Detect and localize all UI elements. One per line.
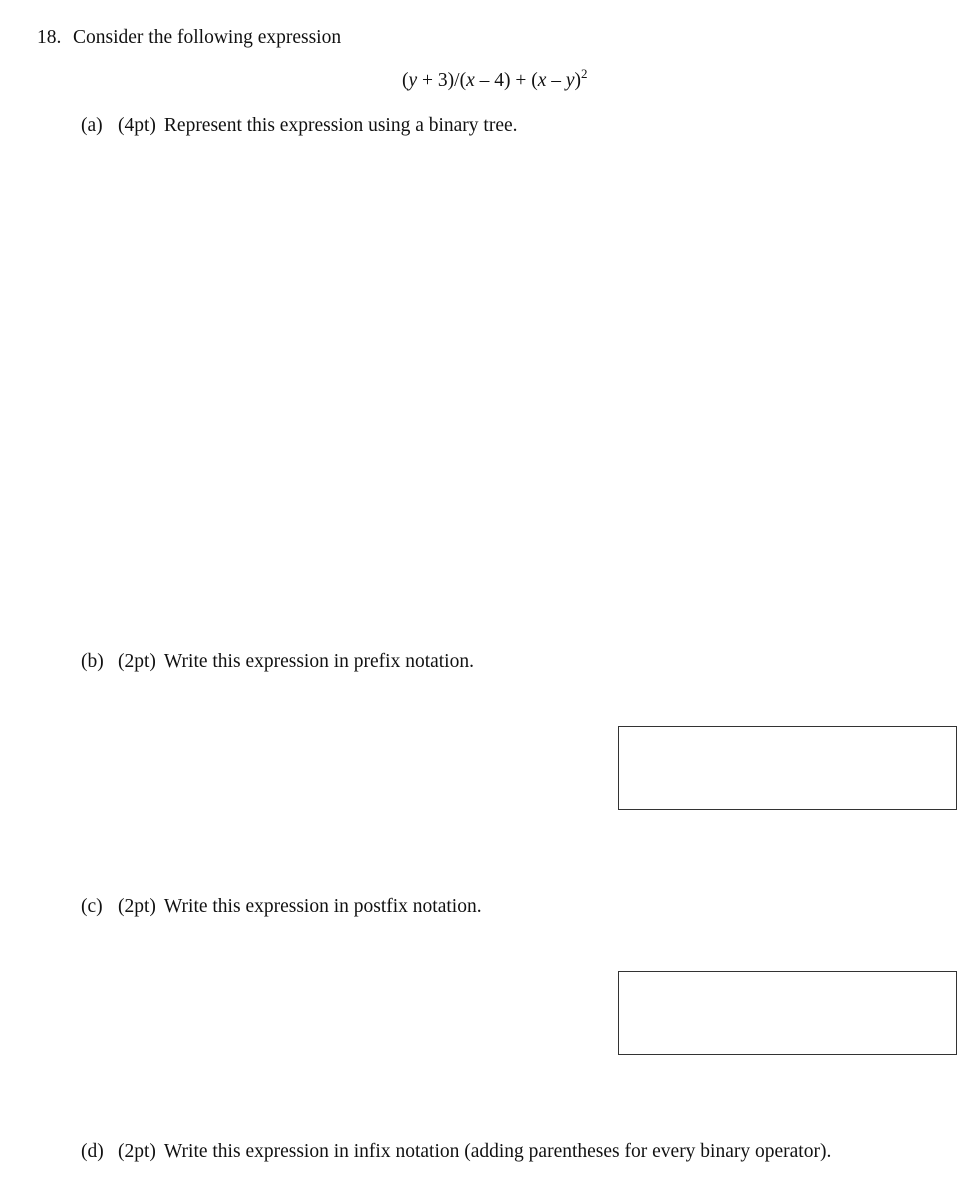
expr-open-paren: ( bbox=[402, 70, 409, 91]
expr-var-y: y bbox=[408, 70, 418, 91]
math-expression bbox=[402, 66, 588, 92]
part-points: (2pt) bbox=[118, 1141, 156, 1162]
expr-var-x: x bbox=[537, 70, 547, 91]
question-number: 18. bbox=[37, 27, 62, 48]
expr-var-y: y bbox=[565, 70, 575, 91]
part-label: (d) bbox=[81, 1141, 104, 1162]
part-prompt: Write this expression in prefix notation. bbox=[163, 651, 474, 672]
part-prompt: Represent this expression using a binary tree. bbox=[163, 115, 518, 136]
expr-minus-four-plus: – 4) + ( bbox=[474, 70, 538, 91]
part-c bbox=[81, 896, 482, 918]
binary-tree-answer-area[interactable] bbox=[81, 150, 941, 630]
part-points: (2pt) bbox=[118, 896, 156, 917]
part-label: (b) bbox=[81, 651, 104, 672]
expr-minus: – bbox=[546, 70, 566, 91]
part-label: (a) bbox=[81, 115, 103, 136]
part-points: (2pt) bbox=[118, 651, 156, 672]
part-prompt: Write this expression in postfix notation. bbox=[163, 896, 482, 917]
part-a bbox=[81, 115, 518, 137]
expr-exponent: 2 bbox=[581, 66, 588, 81]
question-intro: Consider the following expression bbox=[73, 27, 342, 48]
part-points: (4pt) bbox=[118, 115, 156, 136]
prefix-answer-box[interactable] bbox=[618, 726, 957, 810]
expr-var-x: x bbox=[466, 70, 475, 91]
expr-plus-three-divide: + 3)/( bbox=[417, 70, 467, 91]
postfix-answer-box[interactable] bbox=[618, 971, 957, 1055]
part-d bbox=[81, 1141, 831, 1163]
part-label: (c) bbox=[81, 896, 103, 917]
part-b bbox=[81, 651, 474, 673]
part-prompt: Write this expression in infix notation (adding parentheses for every binary operator). bbox=[163, 1141, 832, 1162]
expr-close-paren: ) bbox=[574, 70, 582, 91]
